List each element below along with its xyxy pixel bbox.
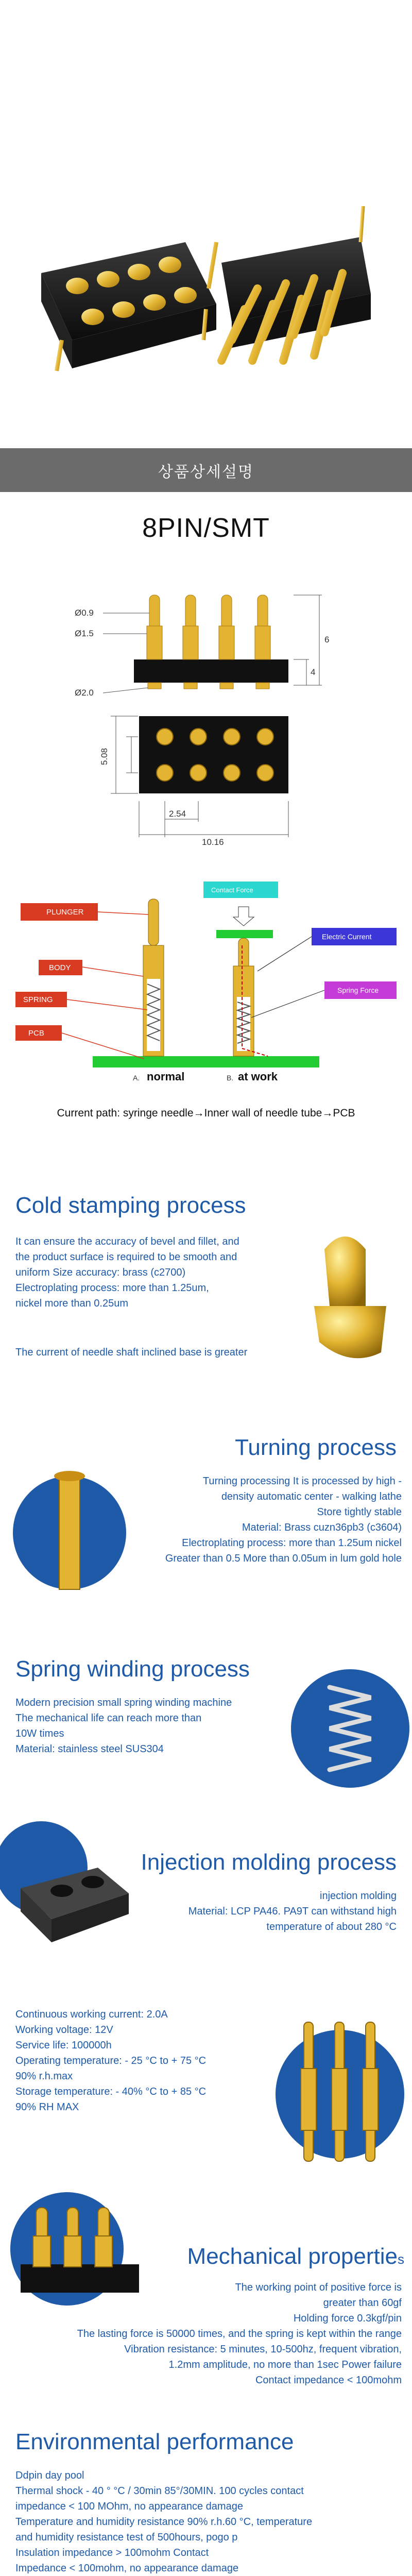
label-plunger-text: PLUNGER	[46, 908, 84, 917]
cold-line: nickel more than 0.25um	[15, 1298, 129, 1309]
cold-line: It can ensure the accuracy of bevel and fillet, and	[15, 1236, 239, 1247]
environment-text	[15, 2468, 407, 2576]
label-spring-force-text: Spring Force	[337, 986, 379, 994]
detail-header-label: 상품상세설명	[158, 463, 254, 481]
label-a: A.	[133, 1074, 140, 1082]
spring-image	[288, 1662, 412, 1795]
cold-line: uniform Size accuracy: brass (c2700)	[15, 1267, 186, 1278]
turning-line: Store tightly stable	[317, 1506, 402, 1518]
product-title: 8PIN/SMT	[142, 513, 270, 543]
cold-text	[15, 1234, 324, 1311]
spring-line: The mechanical life can reach more than	[15, 1713, 202, 1724]
label-at-work: at work	[238, 1070, 278, 1083]
section-cold-stamping	[0, 1193, 412, 1435]
dim-w254: 2.54	[169, 809, 186, 819]
mechanical-line: Vibration resistance: 5 minutes, 10-500hz, frequent vibration,	[124, 2344, 402, 2355]
mechanical-line: The working point of positive force is	[235, 2282, 402, 2293]
section-turning	[0, 1435, 412, 1641]
cold-line: the product surface is required to be smooth and	[15, 1251, 237, 1263]
spec-line: Working voltage: 12V	[15, 2024, 113, 2036]
housing-side	[134, 659, 288, 683]
dim-d15: Ø1.5	[75, 629, 94, 638]
environment-line: impedance < 100 MOhm, no appearance damage	[15, 2501, 243, 2512]
spec-line: Storage temperature: - 40% °C to + 85 °C	[15, 2086, 207, 2097]
label-spring-text: SPRING	[23, 995, 53, 1004]
pin-at-work	[233, 938, 268, 1056]
spec-line: Operating temperature: - 25 °C to + 75 °C	[15, 2055, 207, 2066]
section-spring	[0, 1641, 412, 1837]
label-electric-current-text: Electric Current	[322, 933, 372, 941]
mechanical-line: Contact impedance < 100mohm	[255, 2375, 402, 2386]
dim-h6: 6	[324, 635, 330, 645]
environment-line: Temperature and humidity resistance 90% r.h.60 °C, temperature	[15, 2516, 313, 2528]
contact-plate	[216, 930, 273, 938]
turning-title: Turning process	[235, 1435, 397, 1460]
dim-w1016: 10.16	[202, 837, 224, 847]
detail-header-band	[0, 448, 412, 492]
spring-line: Material: stainless steel SUS304	[15, 1743, 164, 1755]
mechanical-title-wrap	[187, 2244, 404, 2269]
spring-title: Spring winding process	[15, 1656, 250, 1682]
dim-w508: 5.08	[99, 748, 109, 765]
housing-top	[139, 716, 288, 793]
spring-line: 10W times	[15, 1728, 64, 1739]
pcb-bar-a	[93, 1056, 216, 1067]
working-diagram	[0, 878, 412, 1100]
environment-line: and humidity resistance test of 500hours, pogo p	[15, 2532, 238, 2543]
turning-line: density automatic center - walking lathe	[221, 1491, 402, 1502]
cold-line: Electroplating process: more than 1.25um,	[15, 1282, 209, 1294]
injection-title: Injection molding process	[141, 1850, 397, 1875]
turning-line: Electroplating process: more than 1.25um nickel	[182, 1537, 402, 1549]
section-mechanical	[0, 2187, 412, 2429]
injection-line: temperature of about 280 °C	[266, 1921, 397, 1933]
section-injection	[0, 1837, 412, 2007]
environment-line: Ddpin day pool	[15, 2470, 84, 2481]
turning-line: Material: Brass cuzn36pb3 (c3604)	[242, 1522, 402, 1533]
environment-title: Environmental performance	[15, 2429, 294, 2454]
mechanical-line: 1.2mm amplitude, no more than 1sec Power failure	[168, 2359, 402, 2370]
turning-text	[134, 1473, 402, 1566]
dim-d20: Ø2.0	[75, 688, 94, 698]
label-b: B.	[227, 1074, 234, 1082]
environment-line: Thermal shock - 40 ° °C / 30min 85°/30MIN. 100 cycles contact	[15, 2485, 304, 2497]
pogo-pins-image	[263, 2007, 407, 2182]
environment-line: Impedance < 100mohm, no appearance damage	[15, 2563, 239, 2574]
turning-line: Greater than 0.5 More than 0.05um in lum gold hole	[165, 1553, 402, 1564]
spec-line: Service life: 100000h	[15, 2040, 112, 2051]
mechanical-line: greater than 60gf	[323, 2297, 402, 2309]
mechanical-line: Holding force 0.3kgf/pin	[293, 2313, 402, 2324]
turning-part-image	[10, 1455, 129, 1610]
mechanical-text	[10, 2280, 402, 2388]
mechanical-title: Mechanical propertie	[187, 2244, 398, 2269]
injection-line: Material: LCP PA46. PA9T can withstand high	[188, 1906, 397, 1917]
spec-line: 90% RH MAX	[15, 2102, 79, 2113]
section-specs	[0, 2007, 412, 2187]
mechanical-title-suffix: s	[398, 2251, 404, 2267]
stamped-plunger-image	[288, 1218, 412, 1373]
turning-line: Turning processing It is processed by high -	[202, 1476, 402, 1487]
current-path-text: Current path: syringe needle→Inner wall of needle tube→PCB	[57, 1107, 355, 1119]
housing-image	[5, 1837, 139, 1950]
injection-line: injection molding	[320, 1890, 397, 1902]
section-environmental	[0, 2429, 412, 2576]
label-pcb-text: PCB	[28, 1029, 44, 1038]
cold-note: The current of needle shaft inclined base is greater	[15, 1347, 248, 1358]
dim-d09: Ø0.9	[75, 608, 94, 618]
spec-line: Continuous working current: 2.0A	[15, 2009, 168, 2020]
spec-line: 90% r.h.max	[15, 2071, 73, 2082]
cold-title: Cold stamping process	[15, 1193, 246, 1218]
technical-drawing	[0, 564, 412, 878]
specs-text	[15, 2007, 263, 2115]
spring-text	[15, 1695, 304, 1757]
dim-h4: 4	[311, 667, 316, 677]
mechanical-line: The lasting force is 50000 times, and the spring is kept within the range	[77, 2328, 402, 2340]
pin-normal	[143, 899, 164, 1056]
connector-photo	[0, 0, 412, 448]
environment-line: Insulation impedance > 100mohm Contact	[15, 2547, 209, 2558]
injection-text	[139, 1888, 397, 1935]
label-normal: normal	[147, 1070, 185, 1083]
label-contact-force-text: Contact Force	[211, 886, 253, 894]
spring-line: Modern precision small spring winding machine	[15, 1697, 232, 1708]
pcb-bar-b	[206, 1056, 319, 1067]
label-body-text: BODY	[49, 963, 71, 972]
hero-product-photo	[0, 0, 412, 448]
